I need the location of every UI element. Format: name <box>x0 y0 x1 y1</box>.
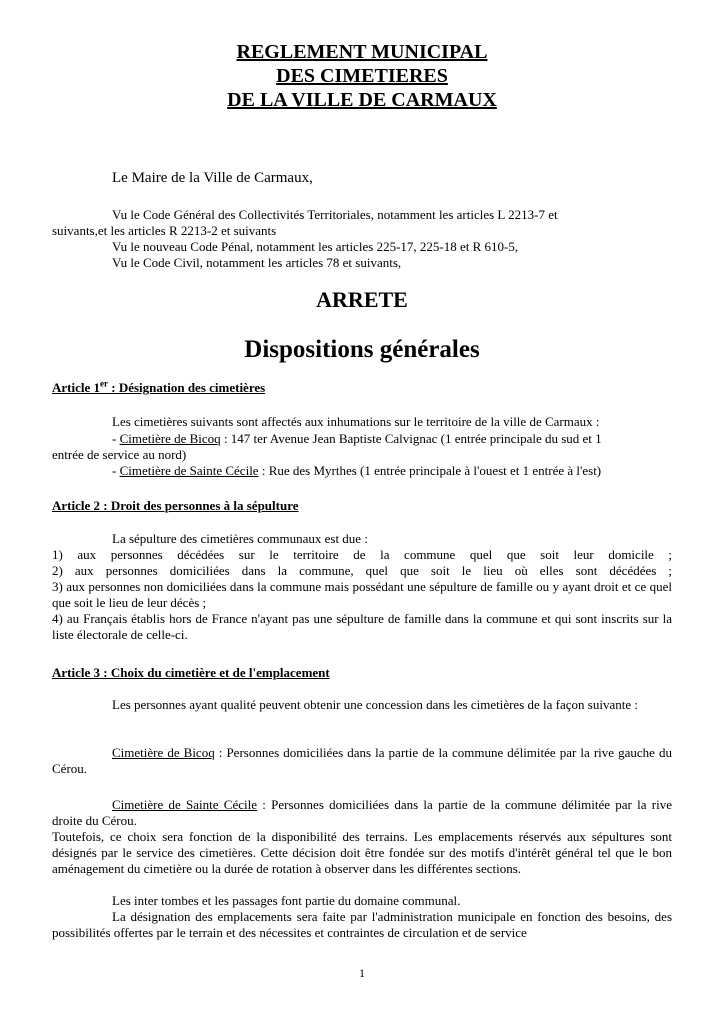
article-3-cecile-para <box>52 797 672 829</box>
maire-line: Le Maire de la Ville de Carmaux, <box>112 170 313 186</box>
article-2-item-1: 1) aux personnes décédées sur le territoire de la commune quel que soit leur domicile ; <box>52 547 672 562</box>
article-1-intro: Les cimetières suivants sont affectés aux inhumations sur le territoire de la ville de Carmaux : <box>112 414 600 429</box>
article-3-cecile-text: : Personnes domiciliées dans la partie de la commune délimitée par la rive droite du Cérou. <box>52 797 672 828</box>
article-1-bicoq-line <box>112 431 602 447</box>
article-1-bicoq-cont: entrée de service au nord) <box>52 447 187 462</box>
title-line-3: DE LA VILLE DE CARMAUX <box>227 89 497 111</box>
article-3-intro: Les personnes ayant qualité peuvent obtenir une concession dans les cimetières de la façon suivante : <box>112 697 638 712</box>
article-3-bicoq-name: Cimetière de Bicoq <box>112 745 215 760</box>
article-3-bicoq-para <box>52 745 672 777</box>
vu-cgct-line: Vu le Code Général des Collectivités Territoriales, notamment les articles L 2213-7 et <box>112 207 558 222</box>
article-1-subject: : Désignation des cimetières <box>108 380 266 395</box>
article-2-item-4: 4) au Français établis hors de France n'ayant pas une sépulture de famille dans la commune et qui sont inscrits sur la liste électorale de celle-ci. <box>52 611 672 642</box>
arrete-heading: ARRETE <box>316 287 408 312</box>
article-2-intro: La sépulture des cimetières communaux est due : <box>112 531 368 546</box>
dispositions-heading: Dispositions générales <box>244 336 480 363</box>
vu-code-penal-line: Vu le nouveau Code Pénal, notamment les articles 225-17, 225-18 et R 610-5, <box>112 239 519 254</box>
article-3-cecile-name: Cimetière de Sainte Cécile <box>112 797 258 812</box>
document-title <box>0 40 724 112</box>
title-line-2: DES CIMETIERES <box>276 65 448 87</box>
bicoq-name: Cimetière de Bicoq <box>119 431 221 446</box>
vu-cgct-cont: suivants,et les articles R 2213-2 et suivants <box>52 223 277 238</box>
article-1-sup: er <box>100 378 109 389</box>
article-1-title <box>52 380 265 396</box>
cecile-dash: - <box>112 463 120 478</box>
page-number: 1 <box>359 966 365 980</box>
article-3-toutefois: Toutefois, ce choix sera fonction de la disponibilité des terrains. Les emplacements réservés aux sépultures sont désignés par le service des cimetières. Cette décision doit être fondée sur des motifs d'intérêt général tel que le bon aménagement du cimetière ou la durée de rotation à observer dans les différentes sections. <box>52 829 672 876</box>
article-3-bicoq-text: : Personnes domiciliées dans la partie de la commune délimitée par la rive gauche du Cérou. <box>52 745 672 776</box>
vu-code-civil-line: Vu le Code Civil, notamment les articles 78 et suivants, <box>112 255 402 270</box>
bicoq-dash: - <box>112 431 120 446</box>
article-3-designation: La désignation des emplacements sera faite par l'administration municipale en fonction des besoins, des possibilités offertes par le terrain et des nécessites et contraintes de circulation et de service <box>52 909 672 940</box>
title-line-1: REGLEMENT MUNICIPAL <box>236 41 488 63</box>
cecile-address: : Rue des Myrthes (1 entrée principale à l'ouest et 1 entrée à l'est) <box>258 463 602 478</box>
article-3-inter-tombes: Les inter tombes et les passages font partie du domaine communal. <box>112 893 461 908</box>
article-2-title: Article 2 : Droit des personnes à la sépulture <box>52 498 299 513</box>
article-3-title: Article 3 : Choix du cimetière et de l'emplacement <box>52 665 330 680</box>
article-2-item-3: 3) aux personnes non domiciliées dans la commune mais possédant une sépulture de famille ou y ayant droit et ce quel que soit le lieu de leur décès ; <box>52 579 672 610</box>
bicoq-address: : 147 ter Avenue Jean Baptiste Calvignac (1 entrée principale du sud et 1 <box>220 431 602 446</box>
article-2-item-2: 2) aux personnes domiciliées dans la commune, quel que soit le lieu où elles sont décédées ; <box>52 563 672 578</box>
cecile-name: Cimetière de Sainte Cécile <box>119 463 259 478</box>
article-1-cecile-line <box>112 463 601 479</box>
article-1-label: Article 1 <box>52 380 101 395</box>
